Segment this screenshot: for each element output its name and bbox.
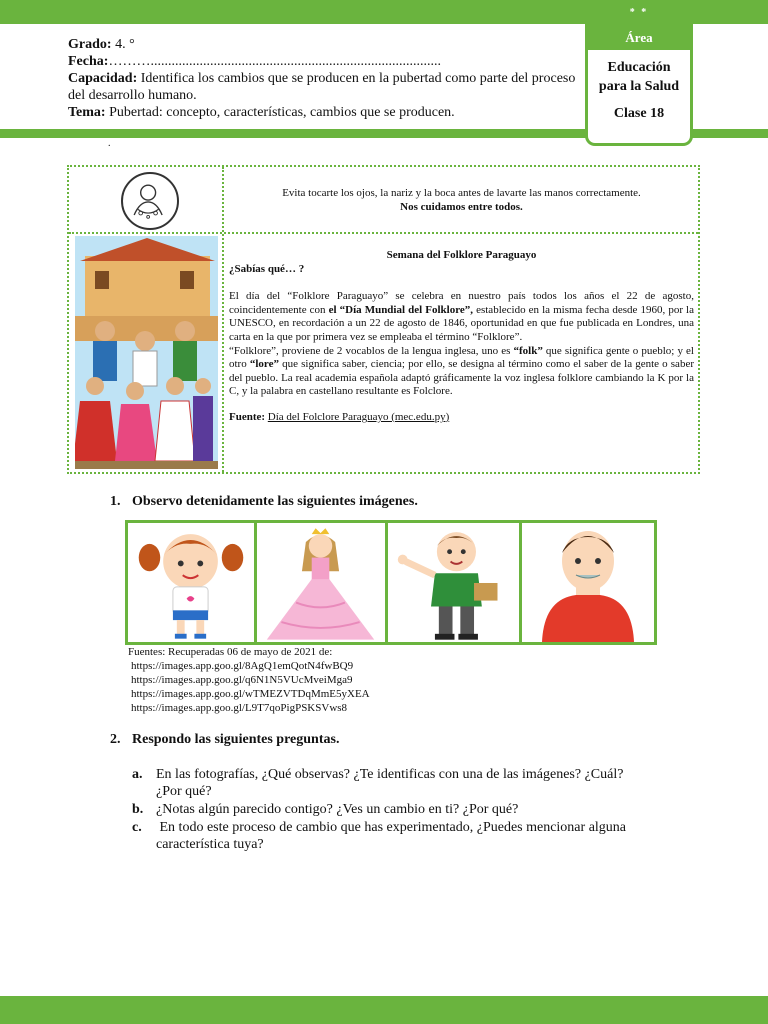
sub-questions bbox=[132, 766, 652, 854]
area-box bbox=[585, 0, 693, 146]
young-man-image bbox=[522, 523, 654, 642]
question-1-number: 1. bbox=[110, 494, 121, 509]
folklore-source-label: Fuente: bbox=[229, 410, 266, 423]
capacidad-row bbox=[68, 70, 583, 104]
sub-question-a bbox=[132, 766, 652, 800]
capacidad-value: Identifica los cambios que se producen en la pubertad como parte del proceso del desarrollo humano. bbox=[68, 71, 576, 103]
sub-question-letter: c. bbox=[132, 820, 142, 835]
sub-question-text: ¿Notas algún parecido contigo? ¿Ves un cambio en ti? ¿Por qué? bbox=[156, 802, 519, 817]
folklore-source-link[interactable]: Día del Folclore Paraguayo (mec.edu.py) bbox=[267, 410, 450, 423]
question-1 bbox=[110, 494, 418, 510]
tema-label: Tema: bbox=[68, 105, 106, 120]
source-link[interactable]: https://images.app.goo.gl/q6N1N5VUcMveiMga9 bbox=[131, 674, 353, 686]
folklore-source bbox=[229, 411, 694, 425]
fecha-value: ………................................................................................... bbox=[108, 54, 441, 69]
tip-line1: Evita tocarte los ojos, la nariz y la boca antes de lavarte las manos correctamente. bbox=[282, 187, 641, 199]
images-strip bbox=[125, 520, 657, 645]
source-link[interactable]: https://images.app.goo.gl/L9T7qoPigPSKSVws8 bbox=[131, 702, 348, 714]
small-dot: . bbox=[108, 138, 111, 149]
grado-row bbox=[68, 36, 583, 53]
area-subject bbox=[588, 58, 690, 96]
header-info bbox=[68, 36, 583, 121]
frame-horizontal-divider bbox=[69, 232, 698, 234]
source-link[interactable]: https://images.app.goo.gl/8AgQ1emQotN4fwBQ9 bbox=[131, 660, 354, 672]
question-2-text: Respondo las siguientes preguntas. bbox=[132, 732, 340, 747]
sub-question-letter: a. bbox=[132, 767, 143, 782]
folklore-p1-bold: el “Día Mundial del Folklore”, bbox=[328, 303, 474, 316]
folklore-paragraph-1 bbox=[229, 290, 694, 344]
folklore-p1-a: El día del “Folklore Paraguayo” se celebra en nuestro país todos los años el 22 de agosto, coincidentemente con bbox=[229, 290, 694, 316]
folklore-paragraph-2 bbox=[229, 345, 694, 399]
boy-teen-image bbox=[388, 523, 522, 642]
grado-label: Grado: bbox=[68, 37, 112, 52]
fecha-row bbox=[68, 53, 583, 70]
folklore-p2-bold1: “folk” bbox=[513, 344, 543, 357]
folklore-p2-c: que significa saber, ciencia; por ello, se designa al término como el saber de la gente o saber del pueblo. La real academia española adaptó gráficamente la voz inglesa folklore cambiando la K por la C, y la palabra en castellano resultante es Folclore. bbox=[229, 358, 694, 398]
sub-question-b bbox=[132, 801, 652, 818]
fecha-label: Fecha: bbox=[68, 54, 109, 69]
princess-image bbox=[257, 523, 388, 642]
question-2-number: 2. bbox=[110, 732, 121, 747]
question-2 bbox=[110, 732, 339, 748]
sub-question-text: En todo este proceso de cambio que has experimentado, ¿Puedes mencionar alguna característica tuya? bbox=[156, 820, 630, 852]
folklore-p2-a: “Folklore”, proviene de 2 vocablos de la lengua inglesa, uno es bbox=[229, 344, 514, 357]
folklore-title: Semana del Folklore Paraguayo bbox=[386, 249, 537, 261]
sources-intro: Fuentes: Recuperadas 06 de mayo de 2021 de: bbox=[128, 646, 333, 658]
folklore-p2-b: que significa gente o pueblo; y el otro bbox=[229, 344, 694, 371]
folklore-illustration bbox=[75, 236, 218, 469]
folklore-p1-b: establecido en la misma fecha desde 1960, por la UNESCO, en recordación a un 22 de agosto de 1846, oportunidad en que fue publicada en Londres, una carta en la que por primera vez se empleaba el término “Folklore”. bbox=[229, 303, 695, 343]
girl-child-image bbox=[128, 523, 257, 642]
sub-question-letter: b. bbox=[132, 802, 144, 817]
sub-question-c bbox=[132, 819, 652, 853]
frame-vertical-divider bbox=[222, 167, 224, 472]
area-stars: * * bbox=[629, 7, 649, 18]
hygiene-tip bbox=[229, 186, 694, 214]
capacidad-label: Capacidad: bbox=[68, 71, 138, 86]
area-subject-line2: para la Salud bbox=[598, 79, 680, 94]
folklore-text bbox=[229, 249, 694, 425]
tema-row bbox=[68, 104, 583, 121]
sub-question-text: En las fotografías, ¿Qué observas? ¿Te identificas con una de las imágenes? ¿Cuál? ¿Por qué? bbox=[156, 767, 624, 799]
image-sources bbox=[128, 645, 370, 715]
folklore-p2-bold2: “lore” bbox=[249, 358, 279, 371]
tip-line2: Nos cuidamos entre todos. bbox=[400, 201, 523, 213]
folklore-question: ¿Sabías qué… ? bbox=[229, 262, 305, 275]
class-number: Clase 18 bbox=[613, 106, 665, 121]
area-header bbox=[588, 0, 690, 50]
tema-value: Pubertad: concepto, características, cambios que se producen. bbox=[109, 105, 455, 120]
question-1-text: Observo detenidamente las siguientes imágenes. bbox=[132, 494, 418, 509]
handwashing-logo-icon bbox=[121, 172, 179, 230]
bottom-green-bar bbox=[0, 996, 768, 1024]
area-subject-line1: Educación bbox=[607, 60, 671, 75]
source-link[interactable]: https://images.app.goo.gl/wTMEZVTDqMmE5yXEA bbox=[131, 688, 370, 700]
area-label: Área bbox=[625, 30, 653, 45]
info-frame bbox=[67, 165, 700, 474]
grado-value: 4. ° bbox=[115, 37, 135, 52]
